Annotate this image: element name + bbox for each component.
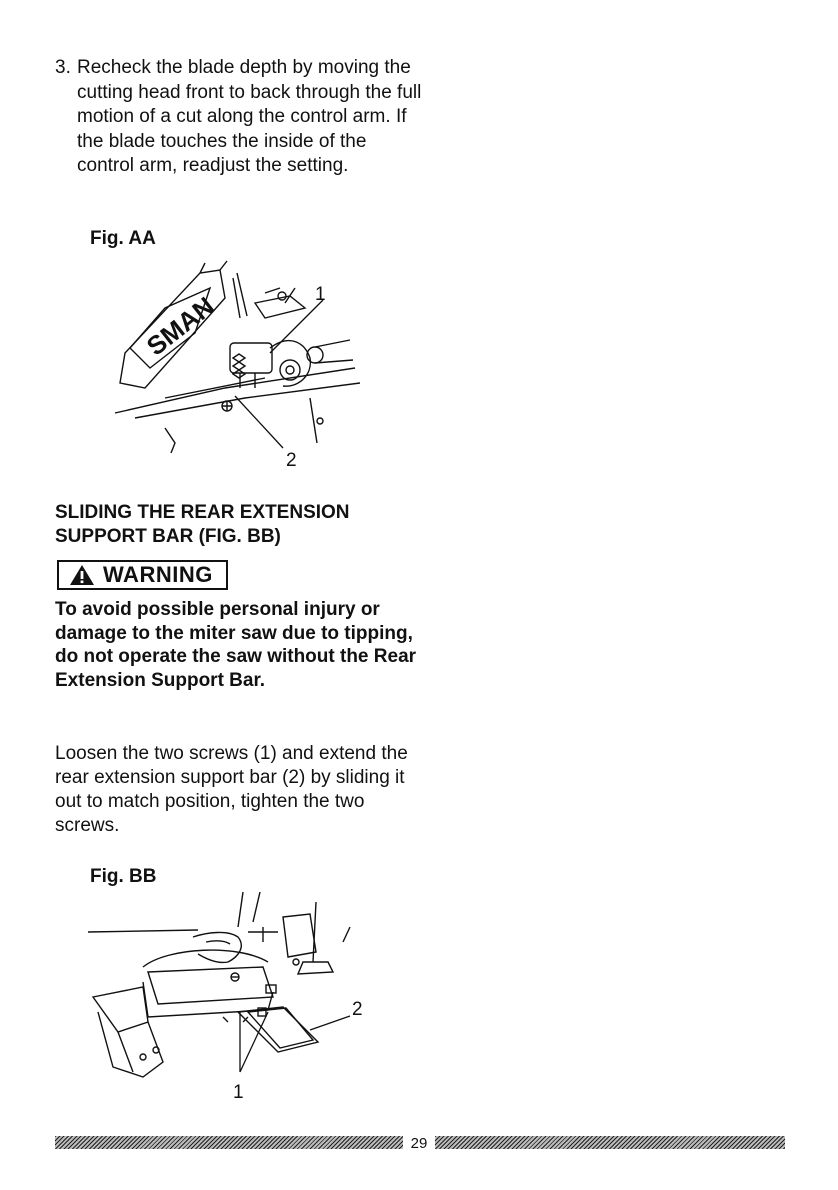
section-heading: SLIDING THE REAR EXTENSION SUPPORT BAR (FIG. BB) <box>55 502 350 547</box>
instruction-paragraph: Loosen the two screws (1) and extend the rear extension support bar (2) by sliding it out to match position, tighten the two screws. <box>55 743 408 836</box>
fig-aa-callout-2: 2 <box>286 450 297 470</box>
fig-aa-label: Fig. AA <box>90 228 156 249</box>
warning-box <box>57 560 228 590</box>
fig-aa-illustration <box>105 258 375 470</box>
brand-lettering: SMAN <box>140 290 220 362</box>
fig-bb-callout-1: 1 <box>233 1082 244 1103</box>
fig-bb-illustration <box>88 892 378 1112</box>
warning-text: To avoid possible personal injury or damage to the miter saw due to tipping, do not operate the saw without the Rear Extension Support Bar. <box>55 599 417 691</box>
fig-bb-label: Fig. BB <box>90 866 157 887</box>
footer-bar-right <box>435 1136 785 1149</box>
fig-bb-callout-2: 2 <box>352 999 363 1020</box>
fig-aa-callout-1: 1 <box>315 284 326 305</box>
step-number: 3. <box>55 57 71 78</box>
page-number: 29 <box>410 1135 428 1152</box>
warning-label: WARNING <box>103 562 213 587</box>
warning-triangle-icon <box>69 564 95 586</box>
step-text: Recheck the blade depth by moving the cutting head front to back through the full motion of a cut along the control arm. If the blade touches the inside of the control arm, readjust the setting. <box>77 57 422 176</box>
step-3 <box>55 56 425 179</box>
footer-bar-left <box>55 1136 403 1149</box>
